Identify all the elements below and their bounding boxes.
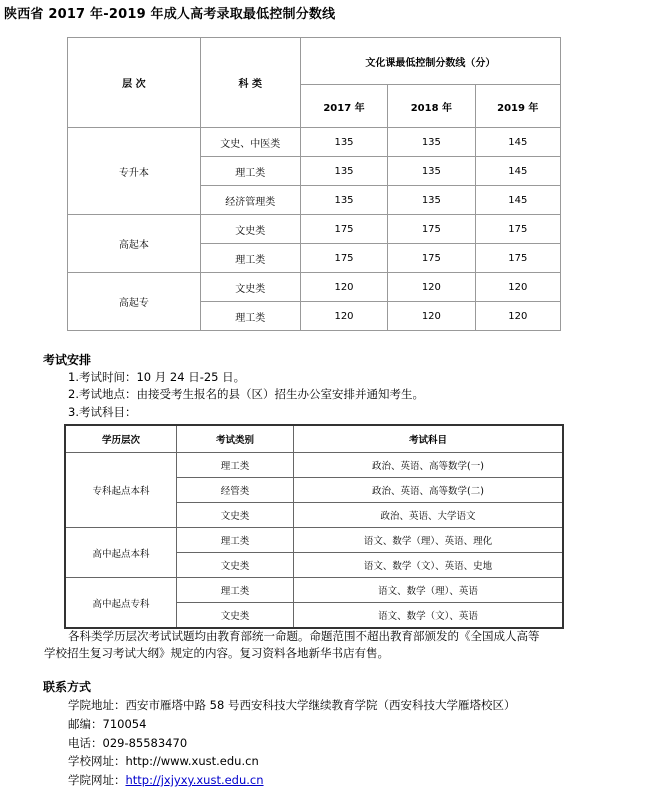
note-line-1: 各科类学历层次考试试题均由教育部统一命题。命题范围不超出教育部颁发的《全国成人高等 <box>68 629 540 643</box>
score-cell: 135 <box>300 128 387 157</box>
score-cell: 175 <box>388 215 475 244</box>
contact-phone: 电话：029-85583470 <box>68 736 188 750</box>
exam-type-cell: 理工类 <box>177 578 294 603</box>
category-header: 科 类 <box>200 38 300 128</box>
page-title: 陕西省 2017 年-2019 年成人高考录取最低控制分数线 <box>4 7 336 22</box>
score-cell: 175 <box>300 215 387 244</box>
score-cell: 135 <box>388 128 475 157</box>
level-cell: 高起专 <box>68 273 201 331</box>
score-cell: 175 <box>475 215 560 244</box>
score-group-header: 文化课最低控制分数线（分） <box>300 38 560 85</box>
year-header: 2018 年 <box>388 85 475 128</box>
college-website-link[interactable]: http://jxjyxy.xust.edu.cn <box>125 773 264 787</box>
level-cell: 专升本 <box>68 128 201 215</box>
score-cell: 120 <box>300 273 387 302</box>
score-cell: 145 <box>475 128 560 157</box>
table-row <box>68 273 561 302</box>
college-website-label: 学院网址： <box>68 773 126 787</box>
category-cell: 文史、中医类 <box>200 128 300 157</box>
exam-type-cell: 理工类 <box>177 453 294 478</box>
score-cell: 135 <box>300 186 387 215</box>
exam-subjects-cell: 政治、英语、大学语文 <box>294 503 564 528</box>
level-cell: 高起本 <box>68 215 201 273</box>
education-level-cell: 专科起点本科 <box>65 453 177 528</box>
education-level-cell: 高中起点本科 <box>65 528 177 578</box>
score-cell: 120 <box>388 302 475 331</box>
year-header: 2019 年 <box>475 85 560 128</box>
school-website-label: 学校网址： <box>68 754 126 768</box>
school-website <box>68 753 259 769</box>
exam-subjects-cell: 语文、数学（文）、英语、史地 <box>294 553 564 578</box>
score-cell: 120 <box>388 273 475 302</box>
school-website-url: http://www.xust.edu.cn <box>125 754 259 768</box>
score-cell: 145 <box>475 186 560 215</box>
exam-type-header: 考试类别 <box>177 425 294 453</box>
category-cell: 理工类 <box>200 244 300 273</box>
score-header-row <box>68 38 561 85</box>
score-cell: 135 <box>388 157 475 186</box>
exam-subjects-cell: 政治、英语、高等数学(二) <box>294 478 564 503</box>
score-cell: 120 <box>300 302 387 331</box>
exam-subjects-header: 考试科目 <box>294 425 564 453</box>
education-level-header: 学历层次 <box>65 425 177 453</box>
exam-subjects-cell: 政治、英语、高等数学(一) <box>294 453 564 478</box>
exam-heading: 考试安排 <box>43 353 92 367</box>
table-row <box>65 528 563 553</box>
category-cell: 经济管理类 <box>200 186 300 215</box>
score-cell: 175 <box>388 244 475 273</box>
education-level-cell: 高中起点专科 <box>65 578 177 629</box>
table-row <box>68 215 561 244</box>
year-header: 2017 年 <box>300 85 387 128</box>
category-cell: 理工类 <box>200 302 300 331</box>
score-cell: 175 <box>475 244 560 273</box>
contact-postcode: 邮编：710054 <box>68 717 147 731</box>
exam-type-cell: 文史类 <box>177 503 294 528</box>
contact-address: 学院地址：西安市雁塔中路 58 号西安科技大学继续教育学院（西安科技大学雁塔校区） <box>68 698 516 712</box>
contact-heading: 联系方式 <box>43 680 92 694</box>
score-cell: 120 <box>475 273 560 302</box>
exam-type-cell: 经管类 <box>177 478 294 503</box>
exam-place: 2.考试地点：由接受考生报名的县（区）招生办公室安排并通知考生。 <box>68 387 424 401</box>
level-header: 层 次 <box>68 38 201 128</box>
exam-time: 1.考试时间：10 月 24 日-25 日。 <box>68 370 246 384</box>
score-table <box>67 37 561 331</box>
note-line-2: 学校招生复习考试大纲》规定的内容。复习资料各地新华书店有售。 <box>44 646 389 660</box>
table-row <box>68 128 561 157</box>
subject-header-row <box>65 425 563 453</box>
score-cell: 135 <box>300 157 387 186</box>
exam-type-cell: 文史类 <box>177 603 294 629</box>
score-cell: 135 <box>388 186 475 215</box>
exam-type-cell: 文史类 <box>177 553 294 578</box>
score-cell: 145 <box>475 157 560 186</box>
exam-subjects-cell: 语文、数学（文）、英语 <box>294 603 564 629</box>
college-website <box>68 772 264 788</box>
exam-subjects-label: 3.考试科目： <box>68 405 137 419</box>
score-cell: 175 <box>300 244 387 273</box>
exam-subjects-cell: 语文、数学（理）、英语 <box>294 578 564 603</box>
category-cell: 文史类 <box>200 215 300 244</box>
exam-subjects-cell: 语文、数学（理）、英语、理化 <box>294 528 564 553</box>
category-cell: 理工类 <box>200 157 300 186</box>
table-row <box>65 453 563 478</box>
subject-table <box>64 424 564 629</box>
category-cell: 文史类 <box>200 273 300 302</box>
table-row <box>65 578 563 603</box>
exam-type-cell: 理工类 <box>177 528 294 553</box>
score-cell: 120 <box>475 302 560 331</box>
